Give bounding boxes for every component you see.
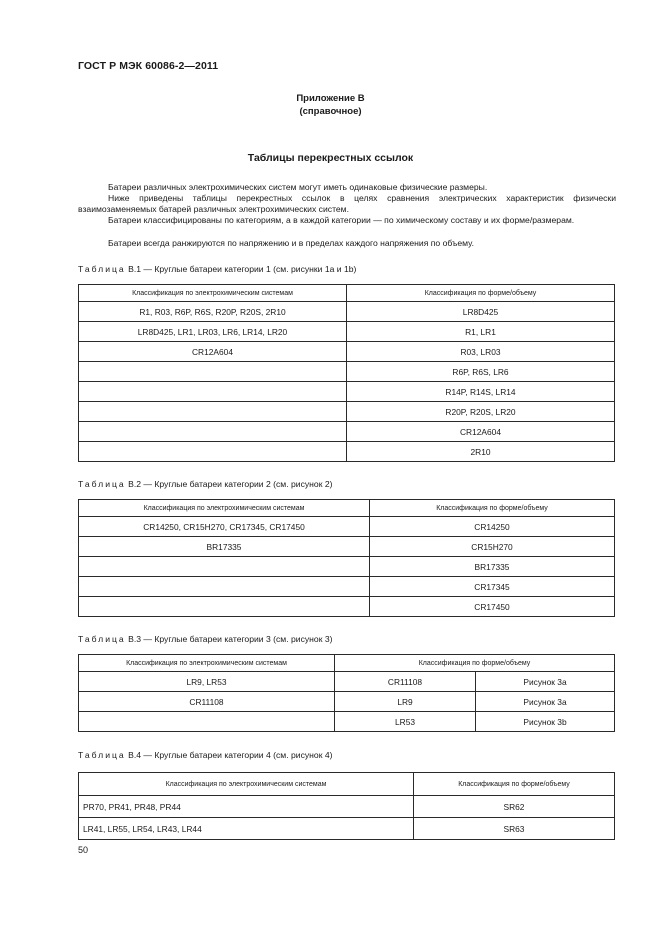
table-row	[79, 302, 615, 322]
table-cell: LR9, LR53	[79, 672, 335, 692]
table-row	[79, 672, 615, 692]
table-cell: CR11108	[79, 692, 335, 712]
paragraph: Батареи различных электрохимических систем могут иметь одинаковые физические размеры.	[108, 182, 488, 192]
table-row	[79, 818, 615, 840]
table-cell	[79, 712, 335, 732]
column-header: Классификация по форме/объему	[347, 285, 615, 302]
table-cell	[79, 442, 347, 462]
table-caption-label: Таблица	[78, 479, 126, 489]
table-row	[79, 712, 615, 732]
table-cell: CR17345	[370, 577, 615, 597]
table-cell: Рисунок 3а	[476, 692, 615, 712]
column-header: Классификация по форме/объему	[335, 655, 615, 672]
table-header-row	[79, 655, 615, 672]
table-row	[79, 402, 615, 422]
table-cell	[79, 422, 347, 442]
table-cell: LR53	[335, 712, 476, 732]
table-header-row	[79, 773, 615, 796]
table-header-row	[79, 285, 615, 302]
table-caption-label: Таблица	[78, 750, 126, 760]
table-caption-text: В.1 — Круглые батареи категории 1 (см. рисунки 1а и 1b)	[128, 264, 357, 274]
table-cell: R1, R03, R6P, R6S, R20P, R20S, 2R10	[79, 302, 347, 322]
column-header: Классификация по форме/объему	[370, 500, 615, 517]
table-cell: SR63	[414, 818, 615, 840]
table-caption	[78, 479, 332, 489]
table-cell: LR41, LR55, LR54, LR43, LR44	[79, 818, 414, 840]
table-caption	[78, 264, 356, 274]
table-cell: CR12A604	[79, 342, 347, 362]
column-header: Классификация по электрохимическим системам	[79, 285, 347, 302]
column-header: Классификация по электрохимическим системам	[79, 500, 370, 517]
paragraph: Ниже приведены таблицы перекрестных ссылок в целях сравнения электрических характеристик физически взаимозаменяемых батарей различных электрохимических систем.	[78, 193, 616, 214]
column-header: Классификация по форме/объему	[414, 773, 615, 796]
table-row	[79, 362, 615, 382]
table-cell: PR70, PR41, PR48, PR44	[79, 796, 414, 818]
table-cell	[79, 382, 347, 402]
table-cell: R03, LR03	[347, 342, 615, 362]
table-row	[79, 517, 615, 537]
table-row	[79, 537, 615, 557]
paragraph: Батареи всегда ранжируются по напряжению и в пределах каждого напряжения по объему.	[108, 238, 474, 248]
paragraph: Батареи классифицированы по категориям, а в каждой категории — по химическому составу и их форме/размерам.	[108, 215, 575, 225]
table-row	[79, 322, 615, 342]
table-cell	[79, 362, 347, 382]
table-row	[79, 382, 615, 402]
table-cell: R1, LR1	[347, 322, 615, 342]
table-cell: R6P, R6S, LR6	[347, 362, 615, 382]
table-caption	[78, 750, 332, 760]
table-caption-text: В.2 — Круглые батареи категории 2 (см. рисунок 2)	[128, 479, 333, 489]
table-cell: 2R10	[347, 442, 615, 462]
table-caption-text: В.3 — Круглые батареи категории 3 (см. рисунок 3)	[128, 634, 333, 644]
document-header: ГОСТ Р МЭК 60086-2—2011	[78, 60, 219, 72]
table-row	[79, 442, 615, 462]
table-cell: LR8D425	[347, 302, 615, 322]
appendix-title: Приложение В	[296, 93, 365, 104]
table-row	[79, 422, 615, 442]
column-header: Классификация по электрохимическим системам	[79, 773, 414, 796]
table-row	[79, 796, 615, 818]
appendix-subtitle: (справочное)	[299, 106, 362, 117]
appendix-heading	[0, 92, 661, 118]
table-row	[79, 342, 615, 362]
table-caption	[78, 634, 332, 644]
table-cell	[79, 402, 347, 422]
table-cell: Рисунок 3b	[476, 712, 615, 732]
table-cell: CR12A604	[347, 422, 615, 442]
table-caption-label: Таблица	[78, 634, 126, 644]
table-cell: BR17335	[79, 537, 370, 557]
table-cell: CR14250, CR15H270, CR17345, CR17450	[79, 517, 370, 537]
table-cell: CR14250	[370, 517, 615, 537]
table-cell	[79, 597, 370, 617]
table-caption-text: В.4 — Круглые батареи категории 4 (см. рисунок 4)	[128, 750, 333, 760]
table-header-row	[79, 500, 615, 517]
table-caption-label: Таблица	[78, 264, 126, 274]
table-row	[79, 557, 615, 577]
table-row	[79, 692, 615, 712]
table-cell: BR17335	[370, 557, 615, 577]
cross-reference-table-4	[78, 772, 615, 840]
table-cell: CR15H270	[370, 537, 615, 557]
table-cell: Рисунок 3а	[476, 672, 615, 692]
table-cell: SR62	[414, 796, 615, 818]
table-cell: LR9	[335, 692, 476, 712]
table-cell	[79, 557, 370, 577]
cross-reference-table-3	[78, 654, 615, 732]
table-cell: R20P, R20S, LR20	[347, 402, 615, 422]
table-cell: CR11108	[335, 672, 476, 692]
cross-reference-table-1	[78, 284, 615, 462]
column-header: Классификация по электрохимическим системам	[79, 655, 335, 672]
table-cell: R14P, R14S, LR14	[347, 382, 615, 402]
table-cell: LR8D425, LR1, LR03, LR6, LR14, LR20	[79, 322, 347, 342]
section-title: Таблицы перекрестных ссылок	[247, 152, 414, 164]
page-number: 50	[78, 845, 89, 855]
table-cell: CR17450	[370, 597, 615, 617]
table-row	[79, 577, 615, 597]
table-row	[79, 597, 615, 617]
cross-reference-table-2	[78, 499, 615, 617]
table-cell	[79, 577, 370, 597]
